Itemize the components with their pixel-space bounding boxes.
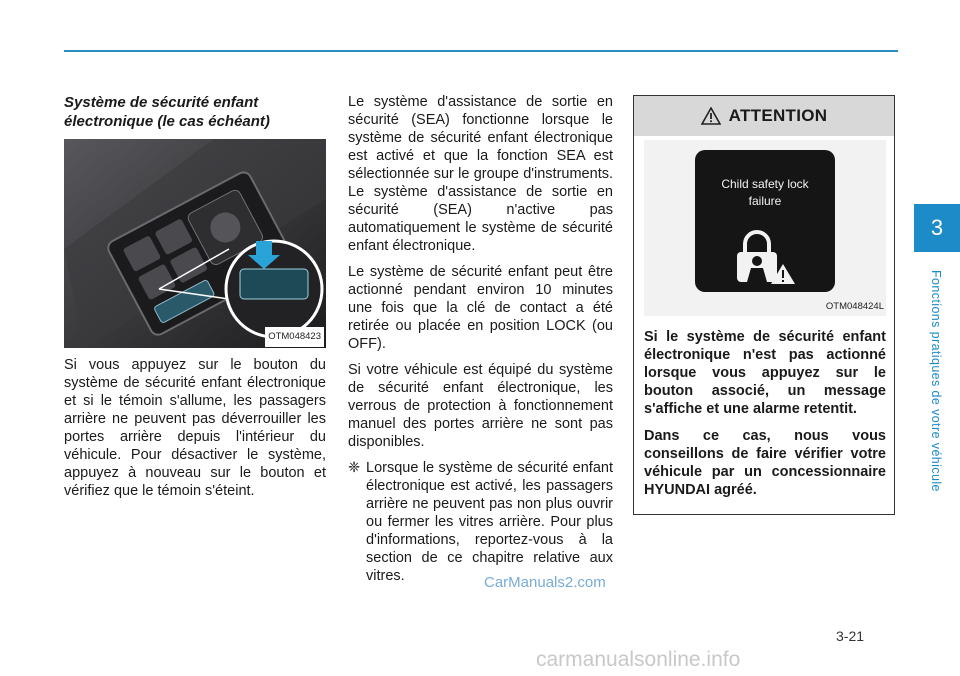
duration-paragraph: Le système de sécurité enfant peut être actionné pendant environ 10 minutes une fois que la clé de contact a été retirée ou placée en position LOCK (ou OFF). <box>348 264 613 352</box>
child-lock-warning-icon <box>733 230 797 286</box>
attention-title: ATTENTION <box>728 106 828 125</box>
chapter-title: Fonctions pratiques de votre véhicule <box>929 270 943 492</box>
column-2 <box>348 93 613 585</box>
attention-image-caption: OTM048424L <box>825 301 884 312</box>
note-text: Lorsque le système de sécurité enfant électronique est activé, les passagers arrière ne peuvent pas non plus ouvrir ou fermer les vitres arrière. Pour plus d'informations, reportez-vous à la section de ce chapitre relative aux vitres. <box>366 460 613 584</box>
column-1 <box>64 93 326 508</box>
attention-header <box>634 96 894 136</box>
column-1-paragraph: Si vous appuyez sur le bouton du système de sécurité enfant électronique et si le témoin s'allume, les passagers arrière ne peuvent pas déverrouiller les portes arrière depuis l'intérieur du véhicule. Pour désactiver le système, appuyez à nouveau sur le bouton et vérifiez que le témoin s'éteint. <box>64 357 326 499</box>
header-rule <box>64 50 898 52</box>
watermark-bottom[interactable]: carmanualsonline.info <box>536 648 741 671</box>
attention-box <box>633 95 895 515</box>
attention-paragraph-1: Si le système de sécurité enfant électronique n'est pas actionné lorsque vous appuyez sur le bouton associé, un message s'affiche et une alarme retentit. <box>644 329 886 417</box>
sea-paragraph: Le système d'assistance de sortie en sécurité (SEA) fonctionne lorsque le système de sécurité enfant électronique est activé et que la fonction SEA est sélectionnée sur le groupe d'instruments. Le système d'assistance de sortie en sécurité (SEA) n'active pas automatiquement le système de sécurité enfant électronique. <box>348 94 613 254</box>
note-bullet <box>348 459 613 585</box>
cluster-screen <box>695 150 835 292</box>
attention-paragraph-2: Dans ce cas, nous vous conseillons de faire vérifier votre véhicule par un concessionnaire HYUNDAI agréé. <box>644 428 886 498</box>
note-symbol: ❈ <box>348 460 361 476</box>
section-heading: Système de sécurité enfant électronique (le cas échéant) <box>64 94 270 130</box>
photo-caption: OTM048423 <box>265 327 324 347</box>
door-panel-photo <box>64 139 326 348</box>
page-number: 3-21 <box>836 628 865 644</box>
watermark-top[interactable]: CarManuals2.com <box>484 574 606 591</box>
cluster-message-image <box>644 140 886 316</box>
door-switch-illustration <box>64 139 326 348</box>
chapter-tab[interactable] <box>914 204 960 252</box>
cluster-message-line-1: Child safety lock <box>721 177 809 191</box>
manual-locks-paragraph: Si votre véhicule est équipé du système de sécurité enfant électronique, les verrous de protection à fonctionnement manuel des portes arrière ne sont pas disponibles. <box>348 362 613 450</box>
chapter-title-vertical <box>925 256 947 506</box>
chapter-number: 3 <box>930 215 944 240</box>
cluster-message <box>695 176 835 210</box>
warning-triangle-icon <box>701 107 721 125</box>
attention-body <box>644 328 886 508</box>
cluster-message-line-2: failure <box>748 194 782 208</box>
